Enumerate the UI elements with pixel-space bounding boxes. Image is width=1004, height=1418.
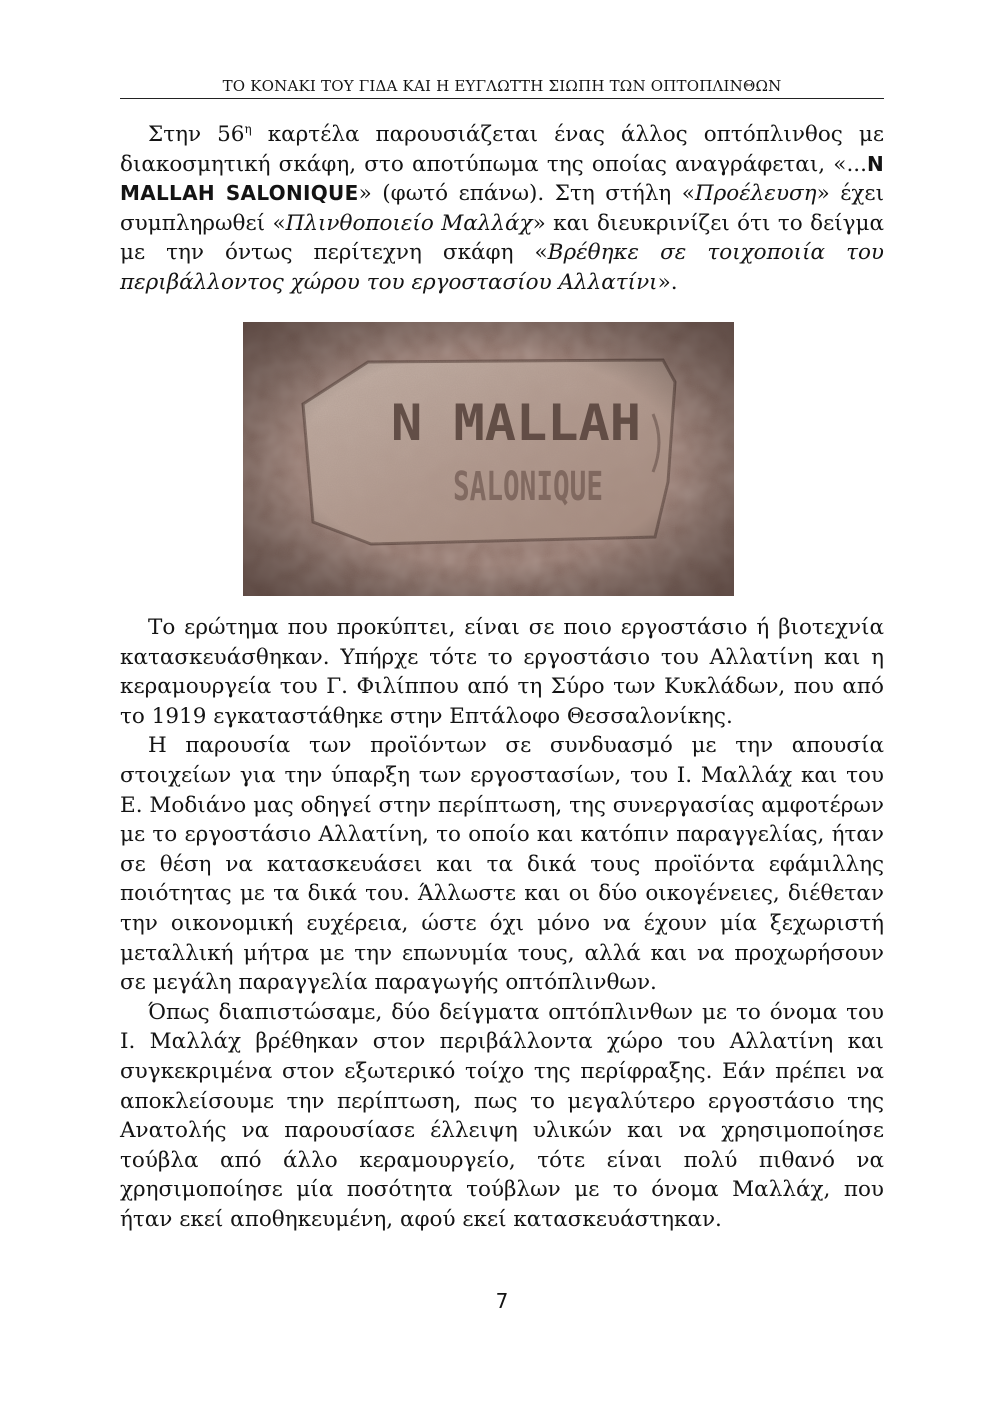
stamp-inscription-text: N MALLAH SALONIQUE (120, 151, 884, 206)
text-block-top (120, 120, 884, 298)
text-run: καρτέλα παρουσιάζεται ένας άλλος οπτόπλινθος με διακοσμητική σκάφη, στο αποτύπωμα της οποίας αναγράφεται, «... (120, 122, 884, 177)
page-number: 7 (495, 1289, 509, 1313)
text-run: Στην 56 (148, 122, 245, 147)
text-run: » (φωτό επάνω). Στη στήλη « (358, 181, 695, 207)
stamped-brick-image (243, 322, 734, 596)
text-run: ». (657, 269, 678, 295)
brick-photo (243, 322, 734, 596)
paragraph-question: Το ερώτημα που προκύπτει, είναι σε ποιο εργοστάσιο ή βιοτεχνία κατασκευάσθηκαν. Υπήρχε τότε το εργοστάσιο του Αλλατίνη και η κεραμουργεία του Γ. Φιλίππου από τη Σύρο των Κυκλάδων, που από το 1919 εγκαταστάθηκε στην Επτάλοφο Θεσσαλονίκης. (120, 615, 884, 729)
running-header: ΤΟ ΚΟΝΑΚΙ ΤΟΥ ΓΙΔΑ ΚΑΙ Η ΕΥΓΛΩΤΤΗ ΣΙΩΠΗ ΤΩΝ ΟΠΤΟΠΛΙΝΘΩΝ (120, 76, 884, 99)
text-run: » έχει συμπληρωθεί « (120, 181, 884, 236)
text-run: » και διευκρινίζει ότι το δείγμα με την όντως περίτεχνη σκάφη « (120, 210, 884, 266)
italic-term: Προέλευση (694, 181, 817, 207)
italic-term: Πλινθοποιείο Μαλλάχ (285, 210, 533, 236)
text-block-bottom (120, 613, 884, 1234)
paragraph-conclusion: Όπως διαπιστώσαμε, δύο δείγματα οπτόπλινθων με το όνομα του Ι. Μαλλάχ βρέθηκαν στον περιβάλλοντα χώρο του Αλλατίνη και συγκεκριμένα στον εξωτερικό τοίχο της περίφραξης. Εάν πρέπει να αποκλείσουμε την περίπτωση, πως το μεγαλύτερο εργοστάσιο της Ανατολής να παρουσίασε έλλειψη υλικών και να χρησιμοποίησε τούβλα από άλλο κεραμουργείο, τότε είναι πολύ πιθανό να χρησιμοποίησε μία ποσότητα τούβλων με το όνομα Μαλλάχ, που ήταν εκεί αποθηκευμένη, αφού εκεί κατασκευάστηκαν. (120, 999, 884, 1232)
paragraph-presence: Η παρουσία των προϊόντων σε συνδυασμό με την απουσία στοιχείων για την ύπαρξη των εργοστασίων, του Ι. Μαλλάχ και του Ε. Μοδιάνο μας οδηγεί στην περίπτωση, της συνεργασίας αμφοτέρων με το εργοστάσιο Αλλατίνη, το οποίο και κατόπιν παραγγελίας, ήταν σε θέση να κατασκευάσει και τα δικά τους προϊόντα εφάμιλλης ποιότητας με τα δικά του. Άλλωστε και οι δύο οικογένειες, διέθεταν την οικονομική ευχέρεια, ώστε όχι μόνο να έχουν μία ξεχωριστή μεταλλική μήτρα με την επωνυμία τους, αλλά και να προχωρήσουν σε μεγάλη παραγγελία παραγωγής οπτόπλινθων. (120, 733, 884, 996)
photo-vignette (243, 322, 734, 596)
paragraph-brick-card-56 (120, 120, 884, 298)
italic-quote: Βρέθηκε σε τοιχοποιία του περιβάλλοντος χώρου του εργοστασίου Αλλατίνι (120, 240, 884, 295)
ordinal-superscript: η (244, 121, 252, 136)
